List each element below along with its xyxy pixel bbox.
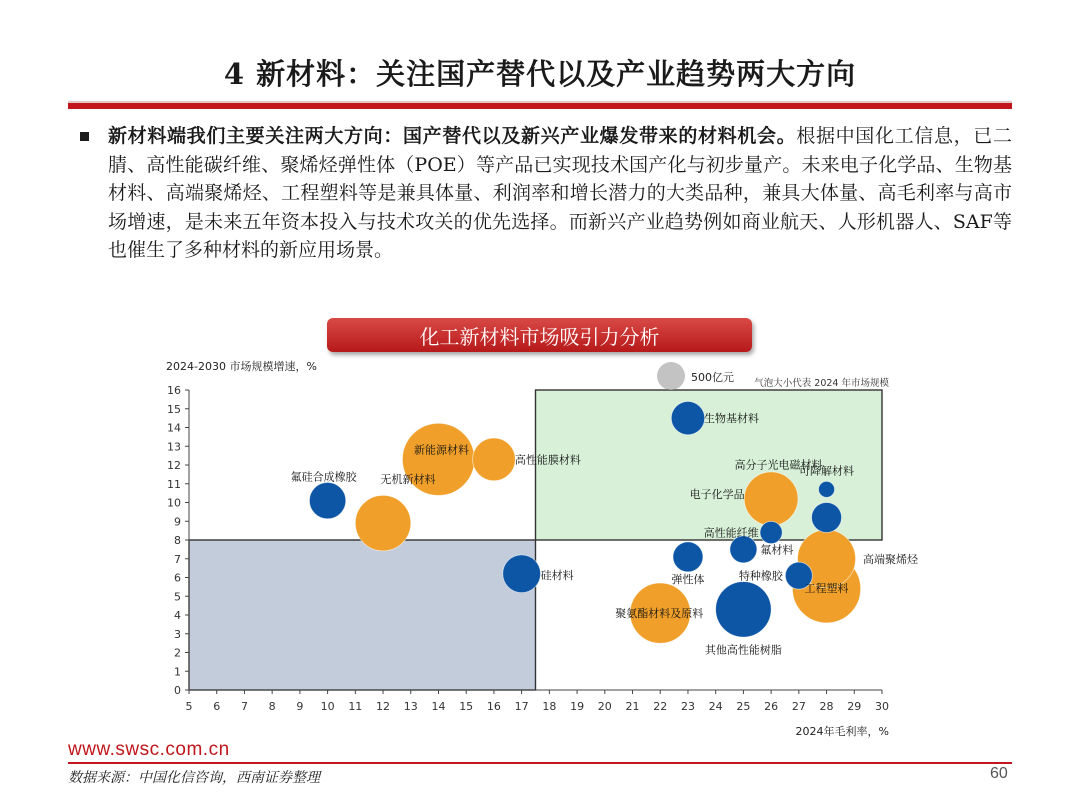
y-axis-title: 2024-2030 市场规模增速，%	[166, 360, 317, 373]
y-tick-label: 7	[174, 552, 181, 566]
y-tick-label: 13	[167, 440, 181, 454]
x-tick-label: 15	[459, 700, 474, 713]
bubble-point	[355, 495, 411, 551]
x-tick-label: 23	[680, 700, 695, 713]
quadrant-1	[189, 540, 536, 690]
bubble-point	[671, 401, 704, 434]
x-tick-label: 7	[240, 700, 248, 713]
y-tick-label: 16	[167, 384, 181, 397]
bubble-label: 氟材料	[760, 543, 794, 557]
bubble-point	[730, 536, 757, 563]
bubble-point	[819, 481, 835, 497]
bubble-point	[673, 542, 703, 572]
size-legend-bubble	[657, 362, 685, 390]
x-tick-label: 12	[376, 700, 391, 713]
x-tick-label: 16	[486, 700, 501, 713]
bubble-label: 硅材料	[540, 568, 574, 582]
x-tick-label: 13	[403, 700, 418, 713]
bubble-label: 可降解材料	[799, 464, 855, 478]
bubble-point	[309, 482, 345, 518]
bubble-point	[473, 438, 516, 481]
x-tick-label: 25	[736, 700, 751, 713]
x-tick-label: 30	[875, 700, 889, 713]
bubble-label: 工程塑料	[804, 581, 849, 595]
y-tick-label: 1	[174, 665, 181, 679]
bubble-label: 高端聚烯烃	[863, 552, 919, 566]
bubble-label: 生物基材料	[703, 412, 759, 426]
page-title: 4 新材料：关注国产替代以及产业趋势两大方向	[223, 57, 857, 91]
x-tick-label: 29	[847, 700, 862, 713]
bubble-point	[503, 555, 541, 593]
y-tick-label: 0	[174, 684, 181, 697]
x-tick-label: 26	[764, 700, 779, 713]
footer-website[interactable]: www.swsc.com.cn	[68, 739, 230, 760]
bubble-label: 氟硅合成橡胶	[290, 470, 357, 484]
y-tick-label: 3	[174, 627, 181, 641]
y-tick-label: 15	[167, 402, 181, 416]
x-tick-label: 17	[514, 700, 529, 713]
bubble-point	[744, 472, 798, 526]
x-tick-label: 8	[268, 700, 276, 713]
x-tick-label: 28	[819, 700, 834, 713]
x-tick-label: 10	[320, 700, 335, 713]
bubble-label: 高性能膜材料	[514, 453, 581, 467]
y-tick-label: 4	[174, 609, 181, 622]
y-tick-label: 5	[174, 590, 181, 604]
x-tick-label: 18	[542, 700, 557, 713]
y-tick-label: 10	[167, 496, 181, 510]
footer-rule	[68, 762, 1012, 764]
bubble-point	[812, 503, 842, 533]
bubble-label: 其他高性能树脂	[704, 643, 782, 657]
chart-title-banner: 化工新材料市场吸引力分析	[327, 318, 752, 352]
bubble-label: 新能源材料	[413, 443, 469, 457]
x-tick-label: 19	[570, 700, 585, 713]
x-tick-label: 22	[653, 700, 668, 713]
y-tick-label: 6	[174, 571, 181, 585]
x-axis-title: 2024年毛利率，%	[795, 725, 889, 738]
y-tick-label: 11	[167, 477, 181, 491]
bubble-label: 高分子光电磁材料	[734, 458, 823, 472]
x-tick-label: 24	[708, 700, 723, 713]
data-source-note: 数据来源：中国化信咨询，西南证券整理	[68, 770, 320, 786]
x-tick-label: 6	[213, 700, 221, 713]
size-note: 气泡大小代表 2024 年市场规模	[754, 378, 889, 389]
x-tick-label: 27	[791, 700, 806, 713]
bubble-label: 特种橡胶	[738, 569, 783, 583]
body-lead-text: 新材料端我们主要关注两大方向：国产替代以及新兴产业爆发带来的材料机会。	[108, 125, 797, 147]
y-tick-label: 8	[174, 534, 181, 547]
bubble-label: 无机新材料	[380, 473, 436, 487]
x-tick-label: 14	[431, 700, 446, 713]
bubble-label: 电子化学品	[689, 487, 745, 501]
x-tick-label: 9	[296, 700, 304, 713]
body-main-text: 根据中国化工信息，已二腈、高性能碳纤维、聚烯烃弹性体（POE）等产品已实现技术国产化与初步量产。未来电子化学品、生物基材料、高端聚烯烃、工程塑料等是兼具体量、利润率和增长潜力的大类品种，兼具大体量、高毛利率与高市场增速，是未来五年资本投入与技术攻关的优先选择。而新兴产业趋势例如商业航天、人形机器人、SAF等也催生了多种材料的新应用场景。	[108, 125, 1012, 261]
x-tick-label: 5	[185, 700, 193, 713]
bubble-point	[716, 582, 772, 638]
x-tick-label: 21	[625, 700, 640, 713]
size-legend-label: 500亿元	[691, 371, 734, 384]
y-tick-label: 14	[167, 421, 181, 435]
bubble-label: 聚氨酯材料及原料	[615, 607, 704, 621]
y-tick-label: 9	[174, 515, 181, 529]
bubble-label: 高性能纤维	[703, 526, 759, 540]
y-tick-label: 12	[167, 459, 181, 472]
page-number: 60	[990, 765, 1008, 782]
bubble-label: 弹性体	[671, 572, 705, 586]
bubble-point	[760, 521, 782, 543]
y-tick-label: 2	[174, 646, 181, 660]
x-tick-label: 20	[597, 700, 612, 713]
x-tick-label: 11	[348, 700, 363, 713]
